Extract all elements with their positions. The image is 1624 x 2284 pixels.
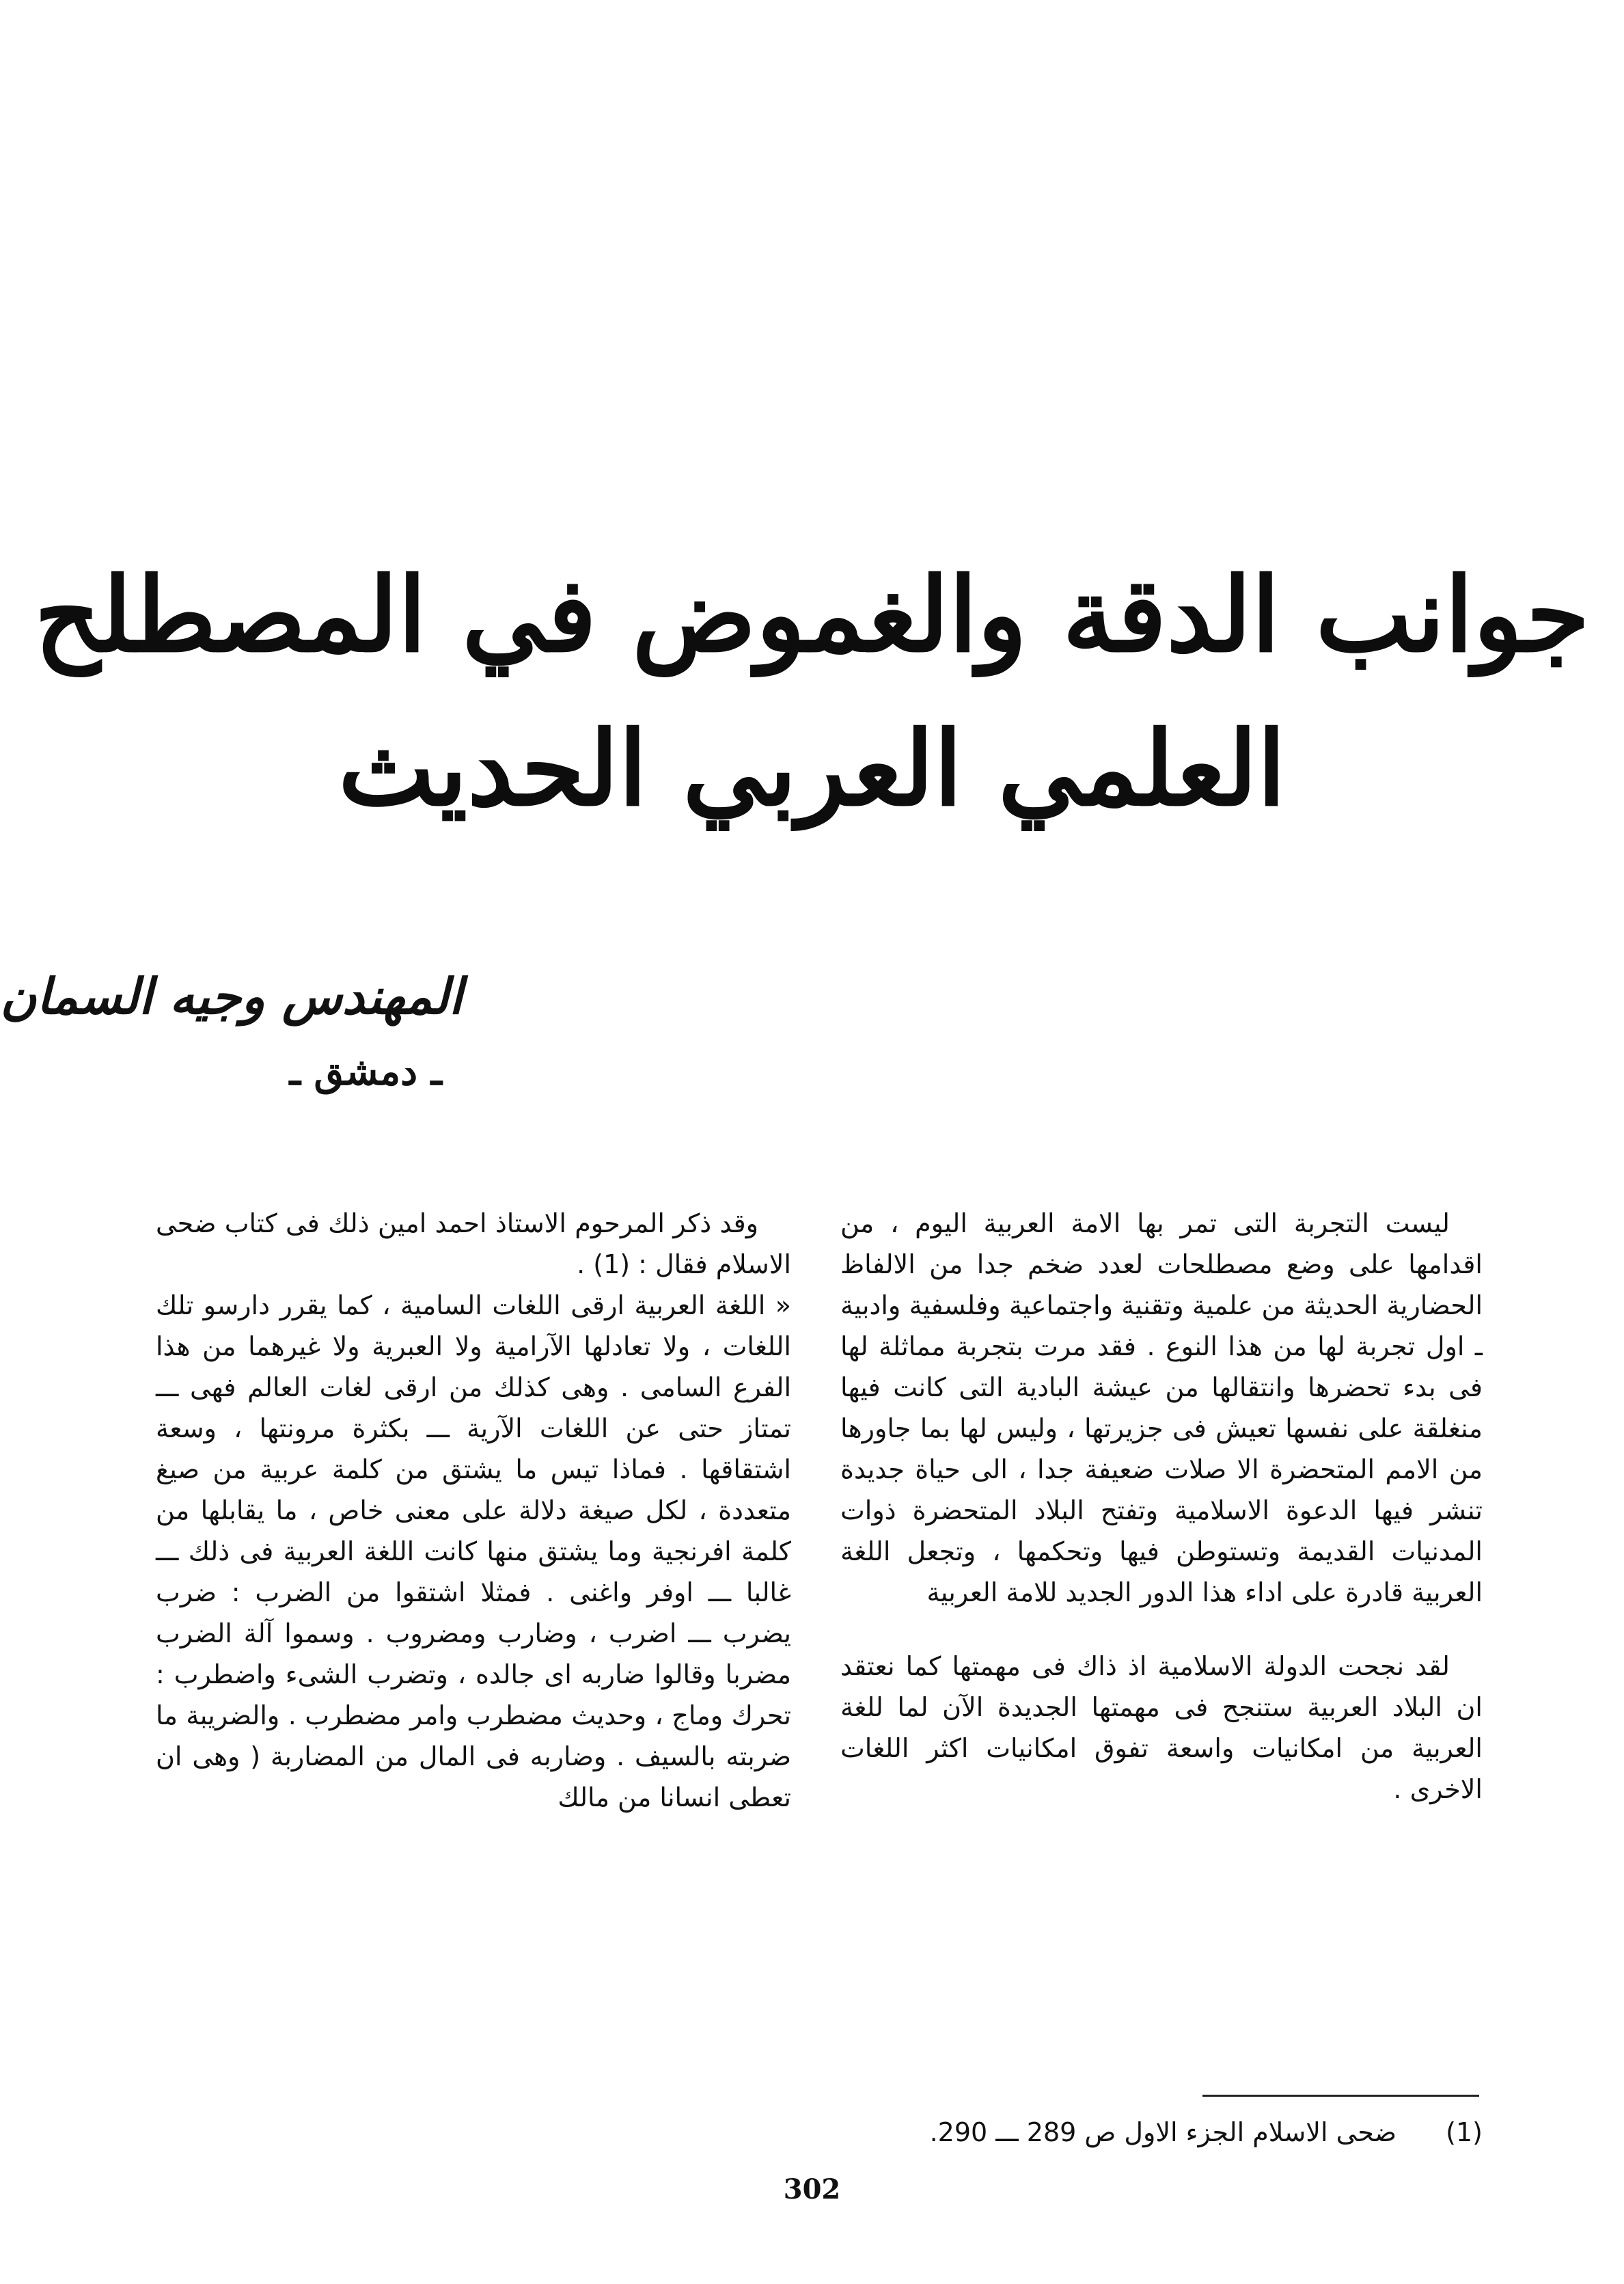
author-name: المهندس وجيه السمان [0,967,463,1025]
left-column [156,1203,791,1818]
footnote [840,2112,1483,2153]
footnote-text: ضحى الاسلام الجزء الاول ص 289 ـــ 290. [929,2117,1397,2147]
article-title-line-1: جوانب الدقة والغموض في المصطلح [34,555,1590,675]
quoted-paragraph: « اللغة العربية ارقى اللغات السامية ، كما يقرر دارسو تلك اللغات ، ولا تعادلها الآرامية ولا العبرية ولا غيرهما من هذا الفرع السامى . وهى كذلك من ارقى لغات العالم فهى ـــ تمتاز حتى عن اللغات الآرية ـــ بكثرة مرونتها ، وسعة اشتقاقها . فماذا تيس ما يشتق من كلمة عربية من صيغ متعددة ، لكل صيغة دلالة على معنى خاص ، ما يقابلها من كلمة افرنجية وما يشتق منها كانت اللغة العربية فى ذلك ـــ غالبا ـــ اوفر واغنى . فمثلا اشتقوا من الضرب : ضرب يضرب ـــ اضرب ، وضارب ومضروب . وسموا آلة الضرب مضربا وقالوا ضاربه اى جالده ، وتضرب الشىء واضطرب : تحرك وماج ، وحديث مضطرب وامر مضطرب . والضريبة ما ضربته بالسيف . وضاربه فى المال من المضاربة ( وهى ان تعطى انسانا من مالك [156,1290,791,1812]
body-paragraph: ليست التجربة التى تمر بها الامة العربية اليوم ، من اقدامها على وضع مصطلحات لعدد ضخم جدا من الالفاظ الحضارية الحديثة من علمية وتقنية واجتماعية وفلسفية وادبية ـ اول تجربة لها من هذا النوع . فقد مرت بتجربة مماثلة لها فى بدء تحضرها وانتقالها من عيشة البادية التى كانت فيها منغلقة على نفسها تعيش فى جزيرتها ، وليس لها بما جاورها من الامم المتحضرة الا صلات ضعيفة جدا ، الى حياة جديدة تنشر فيها الدعوة الاسلامية وتفتح البلاد المتحضرة ذوات المدنيات القديمة وتستوطن فيها وتحكمها ، وتجعل اللغة العربية قادرة على اداء هذا الدور الجديد للامة العربية [840,1208,1483,1607]
footnote-marker: (1) [1446,2117,1483,2147]
body-paragraph: لقد نجحت الدولة الاسلامية اذ ذاك فى مهمتها كما نعتقد ان البلاد العربية ستنجح فى مهمتها الجديدة الآن لما للغة العربية من امكانيات واسعة تفوق امكانيات اكثر اللغات الاخرى . [840,1651,1483,1804]
footnote-separator [1202,2095,1479,2097]
page-number: 302 [783,2173,841,2205]
author-place: ـ دمشق ـ [289,1049,442,1094]
article-title-line-2: العلمي العربي الحديث [338,709,1286,829]
right-column [840,1203,1483,1810]
body-paragraph: وقد ذكر المرحوم الاستاذ احمد امين ذلك فى كتاب ضحى الاسلام فقال : (1) . [156,1208,791,1279]
